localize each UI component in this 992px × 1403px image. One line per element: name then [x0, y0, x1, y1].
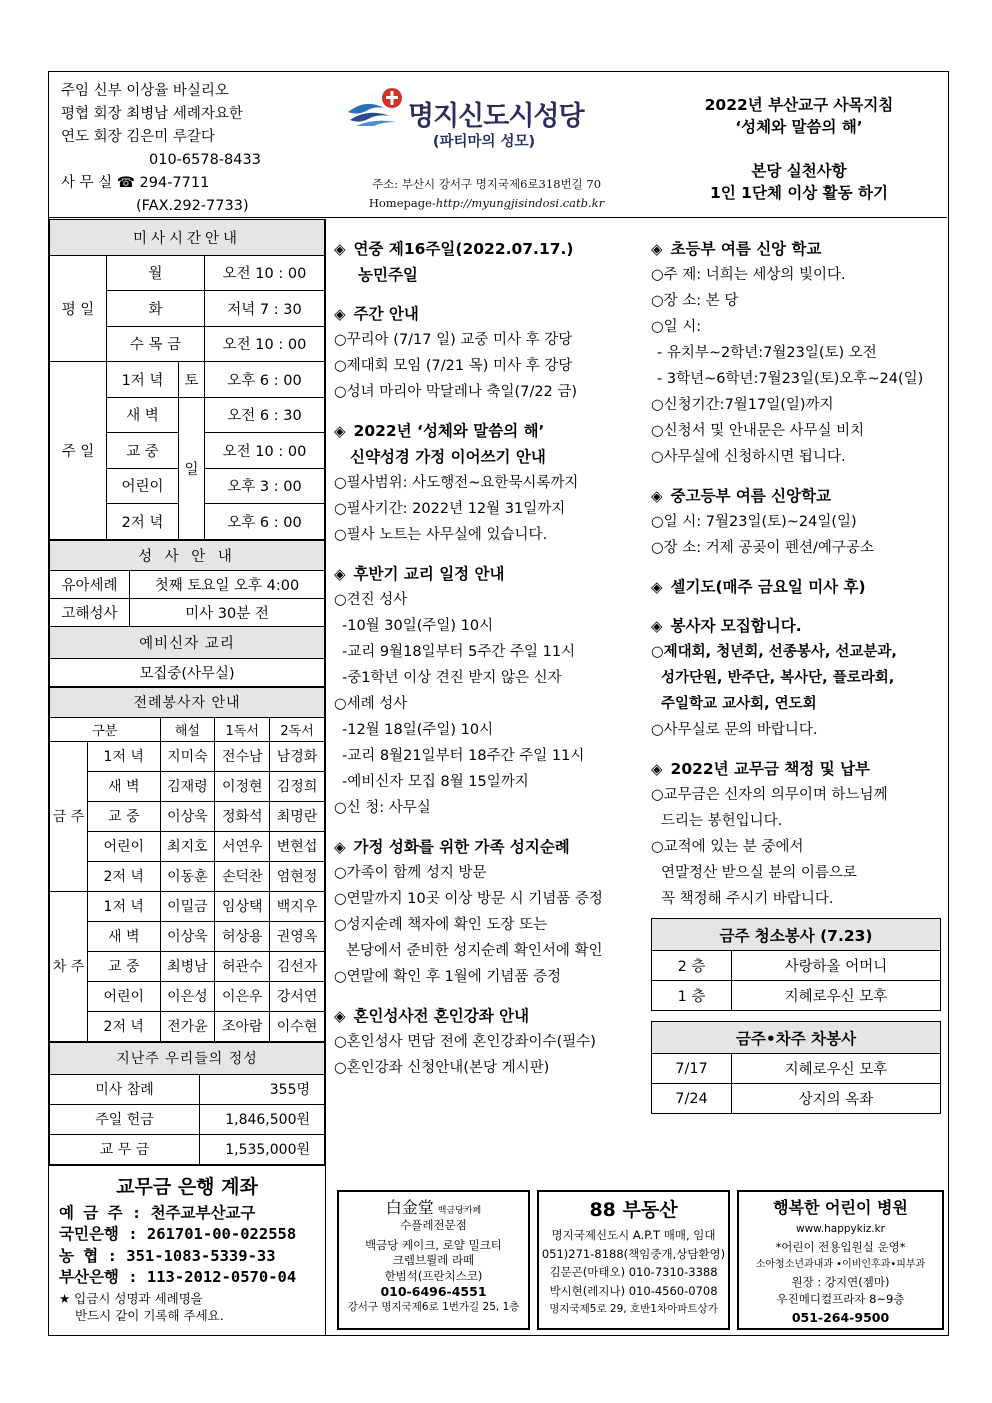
section-heading — [334, 236, 644, 262]
list-item: ○교적에 있는 분 중에서 — [651, 839, 804, 855]
table-cell: 이수현 — [270, 1011, 325, 1041]
spacer — [334, 405, 644, 414]
list-item: ○연말에 확인 후 1월에 기념품 증정 — [334, 969, 562, 985]
table-cell: 이상욱 — [160, 801, 215, 831]
section-heading — [651, 613, 947, 639]
offering-name: 미사 참례 — [50, 1074, 200, 1104]
heading-text: 2022년 교무금 책정 및 납부 — [670, 760, 871, 778]
table-cell: 변현섭 — [270, 831, 325, 861]
table-cell: 2저 녁 — [88, 861, 161, 891]
list-item: ○일 시: 7월23일(토)~24일(일) — [651, 514, 857, 530]
church-name: 명지신도시성당 — [408, 101, 584, 132]
table-cell: 1저 녁 — [88, 891, 161, 921]
mass-name: 교 중 — [107, 433, 179, 469]
mass-day: 월 — [107, 255, 205, 291]
list-item: ○견진 성사 — [334, 592, 408, 608]
next-week-label: 차 주 — [50, 891, 88, 1041]
office-fax: (FAX.292-7733) — [136, 198, 249, 214]
sacrament-time: 미사 30분 전 — [130, 598, 325, 626]
section-heading — [651, 574, 947, 600]
ad-line: 박시현(레지나) 010-4560-0708 — [549, 1283, 718, 1298]
diamond-icon: ◈ — [651, 617, 663, 635]
header-logo-area — [334, 72, 639, 218]
volunteers-title: 전례봉사자 안내 — [50, 687, 325, 717]
sacrament-name: 유아세례 — [50, 570, 130, 598]
table-cell: 지혜로우신 모후 — [732, 981, 941, 1011]
table-cell: 권영옥 — [270, 921, 325, 951]
list-item: ○일 시: — [651, 319, 702, 335]
mass-name: 2저 녁 — [107, 504, 179, 540]
list-item: 연말정산 받으실 분의 이름으로 — [661, 865, 857, 881]
advertisements — [334, 1190, 946, 1335]
list-item: ○연말까지 10곳 이상 방문 시 기념품 증정 — [334, 891, 603, 907]
diamond-icon: ◈ — [651, 240, 663, 258]
list-item: 성가단원, 반주단, 복사단, 플로라회, — [661, 670, 895, 686]
mass-time: 저녁 7 : 30 — [205, 291, 325, 327]
table-cell: 새 벽 — [88, 771, 161, 801]
table-cell: 이동훈 — [160, 861, 215, 891]
spacer — [651, 600, 947, 609]
heading-text: 중고등부 여름 신앙학교 — [670, 487, 832, 505]
diamond-icon: ◈ — [334, 305, 346, 323]
table-cell: 이은성 — [160, 981, 215, 1011]
list-item: ○신청기간:7월17일(일)까지 — [651, 397, 834, 413]
mass-name: 어린이 — [107, 468, 179, 504]
guideline-line: 2022년 부산교구 사목지침 — [704, 96, 894, 114]
weekday-label: 평 일 — [50, 255, 107, 362]
ad-line: 크렘브륄레 라떼 — [392, 1253, 475, 1267]
mass-time: 오후 3 : 00 — [205, 468, 325, 504]
sunday-day-label: 일 — [179, 397, 205, 539]
list-item: ○필사범위: 사도행전~요한묵시록까지 — [334, 475, 579, 491]
list-item: ○성지순례 책자에 확인 도장 또는 — [334, 917, 548, 933]
sacraments-table — [49, 540, 325, 687]
section-heading — [334, 301, 644, 327]
church-subtitle: (파티마의 성모) — [432, 134, 536, 150]
sunday-label: 주 일 — [50, 362, 107, 540]
ad-website: www.happykiz.kr — [795, 1223, 885, 1235]
sacrament-name: 고해성사 — [50, 598, 130, 626]
table-cell: 이정현 — [215, 771, 270, 801]
section-heading — [651, 483, 947, 509]
church-emblem-icon — [346, 86, 406, 130]
list-item: ○신 청: 사무실 — [334, 800, 431, 816]
ad-line: 백금당 케이크, 로얄 밀크티 — [365, 1237, 502, 1252]
bank-row: 국민은행 : 261701-00-022558 — [59, 1225, 297, 1243]
right-column — [651, 232, 947, 1114]
volunteers-header: 1독서 — [215, 717, 270, 741]
table-cell: 2 층 — [652, 951, 732, 981]
heading-text: 셀기도(매주 금요일 미사 후) — [670, 578, 866, 596]
spacer — [651, 561, 947, 570]
list-item: 드리는 봉헌입니다. — [661, 813, 783, 829]
ad-title-main: 白金堂 — [385, 1198, 434, 1217]
diamond-icon: ◈ — [334, 838, 346, 856]
offering-value: 1,846,500원 — [200, 1104, 325, 1134]
ad-phone: 010-6496-4551 — [380, 1284, 487, 1299]
table-cell: 최병남 — [160, 951, 215, 981]
list-item: -12월 18일(주일) 10시 — [342, 722, 494, 738]
table-cell: 교 중 — [88, 801, 161, 831]
list-item: ○가족이 함께 성지 방문 — [334, 865, 487, 881]
spacer — [651, 743, 947, 752]
section-heading — [334, 561, 644, 587]
heading-text: 연중 제16주일(2022.07.17.) — [353, 240, 574, 258]
homepage-label: Homepage- — [368, 196, 436, 210]
middle-column — [334, 232, 644, 1081]
bank-title: 교무금 은행 계좌 — [116, 1175, 258, 1198]
table-cell: 7/17 — [652, 1054, 732, 1084]
cleaning-volunteer-table — [651, 918, 941, 1011]
list-item: - 유치부~2학년:7월23일(토) 오전 — [657, 345, 877, 361]
church-homepage — [334, 196, 639, 210]
spacer — [651, 470, 947, 479]
list-item: ○혼인성사 면담 전에 혼인강좌이수(필수) — [334, 1034, 596, 1050]
section-heading — [651, 236, 947, 262]
list-item: ○필사기간: 2022년 12월 31일까지 — [334, 501, 566, 517]
list-item: ○꾸리아 (7/17 일) 교중 미사 후 강당 — [334, 332, 573, 348]
list-item: -10월 30일(주일) 10시 — [342, 618, 494, 634]
mass-time: 오전 10 : 00 — [205, 326, 325, 362]
table-cell: 손덕찬 — [215, 861, 270, 891]
ad-line: 한범석(프란치스코) — [384, 1268, 483, 1283]
ad-cafe — [337, 1190, 530, 1330]
list-item: -예비신자 모집 8월 15일까지 — [342, 774, 529, 790]
table-cell: 강서연 — [270, 981, 325, 1011]
table-cell: 상지의 옥좌 — [732, 1084, 941, 1114]
list-item: ○신청서 및 안내문은 사무실 비치 — [651, 423, 865, 439]
saturday-label: 토 — [179, 362, 205, 398]
mass-time: 오후 6 : 00 — [205, 504, 325, 540]
offering-name: 교 무 금 — [50, 1134, 200, 1164]
table-cell: 엄현정 — [270, 861, 325, 891]
table-cell: 사랑하올 어머니 — [732, 951, 941, 981]
list-item: ○혼인강좌 신청안내(본당 게시판) — [334, 1060, 550, 1076]
bank-note: 반드시 같이 기록해 주세요. — [75, 1307, 224, 1323]
list-item: 꼭 책정해 주시기 바랍니다. — [661, 891, 834, 907]
table-cell: 지혜로우신 모후 — [732, 1054, 941, 1084]
list-item: ○제대회, 청년회, 선종봉사, 선교분과, — [651, 644, 897, 660]
list-item: - 3학년~6학년:7월23일(토)오후~24(일) — [657, 371, 924, 387]
heading-text: 혼인성사전 혼인강좌 안내 — [353, 1007, 530, 1025]
list-item: ○제대회 모임 (7/21 목) 미사 후 강당 — [334, 358, 573, 374]
list-item: -교리 8월21일부터 18주간 주일 11시 — [342, 748, 585, 764]
mass-schedule-title: 미사시간안내 — [50, 220, 325, 256]
council-president: 평협 회장 최병남 세례자요한 — [61, 106, 243, 122]
guideline-line: 1인 1단체 이상 활동 하기 — [710, 184, 888, 202]
table-cell: 어린이 — [88, 981, 161, 1011]
table-cell: 최지호 — [160, 831, 215, 861]
heading-text: 신약성경 가정 이어쓰기 안내 — [350, 448, 546, 466]
sacraments-title: 성 사 안 내 — [50, 540, 325, 570]
list-item: ○사무실로 문의 바랍니다. — [651, 722, 818, 738]
spacer — [651, 1011, 947, 1021]
guideline-line: 본당 실천사항 — [751, 162, 847, 180]
bank-row: 농 협 : 351-1083-5339-33 — [59, 1246, 276, 1265]
diamond-icon: ◈ — [651, 487, 663, 505]
bulletin-page — [48, 71, 949, 1336]
diamond-icon: ◈ — [334, 1007, 346, 1025]
liturgy-volunteers-table — [49, 687, 325, 1042]
left-column — [49, 219, 326, 1335]
table-cell: 지미숙 — [160, 741, 215, 771]
church-logo — [346, 86, 636, 132]
ad-address: 강서구 명지국제6로 1번가길 25, 1층 — [347, 1300, 520, 1313]
table-cell: 이상욱 — [160, 921, 215, 951]
ad-line: 051)271-8188(책임중개,상담환영) — [541, 1246, 726, 1261]
table-cell: 임상택 — [215, 891, 270, 921]
memorial-president: 연도 회장 김은미 루갈다 — [61, 129, 215, 145]
section-heading — [334, 1003, 644, 1029]
ad-hospital — [737, 1190, 944, 1330]
table-cell: 김선자 — [270, 951, 325, 981]
office-phone: 사 무 실 ☎ 294-7711 — [61, 175, 210, 191]
section-heading — [334, 418, 644, 444]
heading-text: 후반기 교리 일정 안내 — [353, 565, 505, 583]
table-cell: 남경화 — [270, 741, 325, 771]
mass-time: 오전 10 : 00 — [205, 433, 325, 469]
ad-address: 명지국제5로 29, 호반1차아파트상가 — [549, 1303, 718, 1315]
heading-text: 2022년 ‘성체와 말씀의 해’ — [353, 422, 545, 440]
table-cell: 김정희 — [270, 771, 325, 801]
list-item: ○주 제: 너희는 세상의 빛이다. — [651, 267, 846, 283]
table-cell: 서연우 — [215, 831, 270, 861]
list-item: -중1학년 이상 견진 받지 않은 신자 — [342, 670, 562, 686]
heading-text: 주간 안내 — [353, 305, 419, 323]
table-cell: 새 벽 — [88, 921, 161, 951]
offering-table — [49, 1042, 325, 1165]
table-cell: 전가윤 — [160, 1011, 215, 1041]
table-cell: 이은우 — [215, 981, 270, 1011]
ad-phone: 051-264-9500 — [791, 1309, 890, 1325]
spacer — [334, 548, 644, 557]
ad-line: 김문곤(마태오) 010-7310-3388 — [549, 1265, 718, 1279]
mass-time: 오후 6 : 00 — [205, 362, 325, 398]
ad-line: 우진메디컬프라자 8~9층 — [776, 1292, 905, 1306]
ad-title — [339, 1195, 528, 1218]
table-cell: 허관수 — [215, 951, 270, 981]
spacer — [334, 821, 644, 830]
mass-name: 새 벽 — [107, 397, 179, 433]
pastor: 주임 신부 이상율 바실리오 — [61, 83, 229, 99]
catechumen-title: 예비신자 교리 — [50, 626, 325, 658]
ad-line: 수플레전문점 — [400, 1218, 467, 1232]
spacer — [334, 288, 644, 297]
heading-text: 봉사자 모집합니다. — [670, 617, 802, 635]
ad-title-small: 백금당카페 — [437, 1206, 482, 1216]
table-cell: 최명란 — [270, 801, 325, 831]
sacrament-time: 첫째 토요일 오후 4:00 — [130, 570, 325, 598]
cleaning-title: 금주 청소봉사 (7.23) — [652, 919, 941, 951]
list-item: ○필사 노트는 사무실에 있습니다. — [334, 527, 548, 543]
list-item: ○교무금은 신자의 의무이며 하느님께 — [651, 787, 888, 803]
spacer — [334, 990, 644, 999]
offering-value: 355명 — [200, 1074, 325, 1104]
list-item: ○세례 성사 — [334, 696, 408, 712]
ad-title: 행복한 어린이 병원 — [773, 1198, 908, 1217]
ad-title: 88 부동산 — [589, 1199, 678, 1221]
mass-day: 수 목 금 — [107, 326, 205, 362]
bank-note: ★ 입금시 성명과 세례명을 — [59, 1290, 203, 1306]
diamond-icon: ◈ — [334, 422, 346, 440]
mass-day: 화 — [107, 291, 205, 327]
table-cell: 허상용 — [215, 921, 270, 951]
table-cell: 이밀금 — [160, 891, 215, 921]
car-title: 금주•차주 차봉사 — [652, 1022, 941, 1054]
car-volunteer-table — [651, 1021, 941, 1114]
diamond-icon: ◈ — [334, 565, 346, 583]
volunteers-header: 해설 — [160, 717, 215, 741]
church-address: 주소: 부산시 강서구 명지국제6로318번길 70 — [371, 177, 602, 191]
heading-text: 초등부 여름 신앙 학교 — [670, 240, 822, 258]
table-cell: 어린이 — [88, 831, 161, 861]
section-heading — [334, 834, 644, 860]
header — [49, 72, 947, 218]
header-contacts — [61, 80, 261, 218]
volunteers-header: 2독서 — [270, 717, 325, 741]
bank-row: 예 금 주 : 천주교부산교구 — [59, 1203, 256, 1222]
guideline-spacer — [649, 138, 949, 160]
list-item: ○성녀 마리아 막달레나 축일(7/22 금) — [334, 384, 578, 400]
list-item: -교리 9월18일부터 5주간 주일 11시 — [342, 644, 576, 660]
table-cell: 정화석 — [215, 801, 270, 831]
bank-row: 부산은행 : 113-2012-0570-04 — [59, 1268, 297, 1286]
diamond-icon: ◈ — [651, 760, 663, 778]
table-cell: 1 층 — [652, 981, 732, 1011]
mass-time: 오전 10 : 00 — [205, 255, 325, 291]
table-cell: 1저 녁 — [88, 741, 161, 771]
offering-title: 지난주 우리들의 정성 — [50, 1042, 325, 1074]
diamond-icon: ◈ — [334, 240, 346, 258]
list-item: ○사무실에 신청하시면 됩니다. — [651, 449, 846, 465]
heading-text: 농민주일 — [358, 266, 418, 284]
table-cell: 백지우 — [270, 891, 325, 921]
bank-account-box — [49, 1165, 325, 1329]
list-item: ○장 소: 본 당 — [651, 293, 739, 309]
mass-name: 1저 녁 — [107, 362, 179, 398]
ad-real-estate — [537, 1190, 730, 1330]
table-cell: 교 중 — [88, 951, 161, 981]
ad-line: 명지국제신도시 A.P.T 매매, 임대 — [551, 1228, 716, 1242]
offering-name: 주일 헌금 — [50, 1104, 200, 1134]
table-cell: 7/24 — [652, 1084, 732, 1114]
mass-schedule-table — [49, 219, 325, 540]
diamond-icon: ◈ — [651, 578, 663, 596]
list-item: 주일학교 교사회, 연도회 — [661, 696, 817, 712]
table-cell: 2저 녁 — [88, 1011, 161, 1041]
list-item: ○장 소: 거제 공곶이 펜션/예구공소 — [651, 540, 874, 556]
table-cell: 조아람 — [215, 1011, 270, 1041]
header-pastoral-guidelines — [649, 94, 949, 204]
president-phone: 010-6578-8433 — [149, 152, 261, 168]
mass-time: 오전 6 : 30 — [205, 397, 325, 433]
volunteers-header: 구분 — [50, 717, 161, 741]
homepage-link[interactable]: http://myungjisindosi.catb.kr — [435, 196, 605, 210]
table-cell: 전수남 — [215, 741, 270, 771]
ad-line: 소아청소년과내과 •이비인후과•피부과 — [755, 1259, 926, 1270]
section-heading — [651, 756, 947, 782]
ad-line: *어린이 전용입원실 운영* — [775, 1239, 906, 1254]
offering-value: 1,535,000원 — [200, 1134, 325, 1164]
this-week-label: 금 주 — [50, 741, 88, 891]
guideline-line: ‘성체와 말씀의 해’ — [735, 118, 863, 136]
list-item: 본당에서 준비한 성지순례 확인서에 확인 — [346, 943, 603, 959]
table-cell: 김재령 — [160, 771, 215, 801]
catechumen-status: 모집중(사무실) — [50, 658, 325, 686]
heading-text: 가정 성화를 위한 가족 성지순례 — [353, 838, 570, 856]
ad-line: 원장 : 강지연(젬마) — [791, 1274, 890, 1289]
